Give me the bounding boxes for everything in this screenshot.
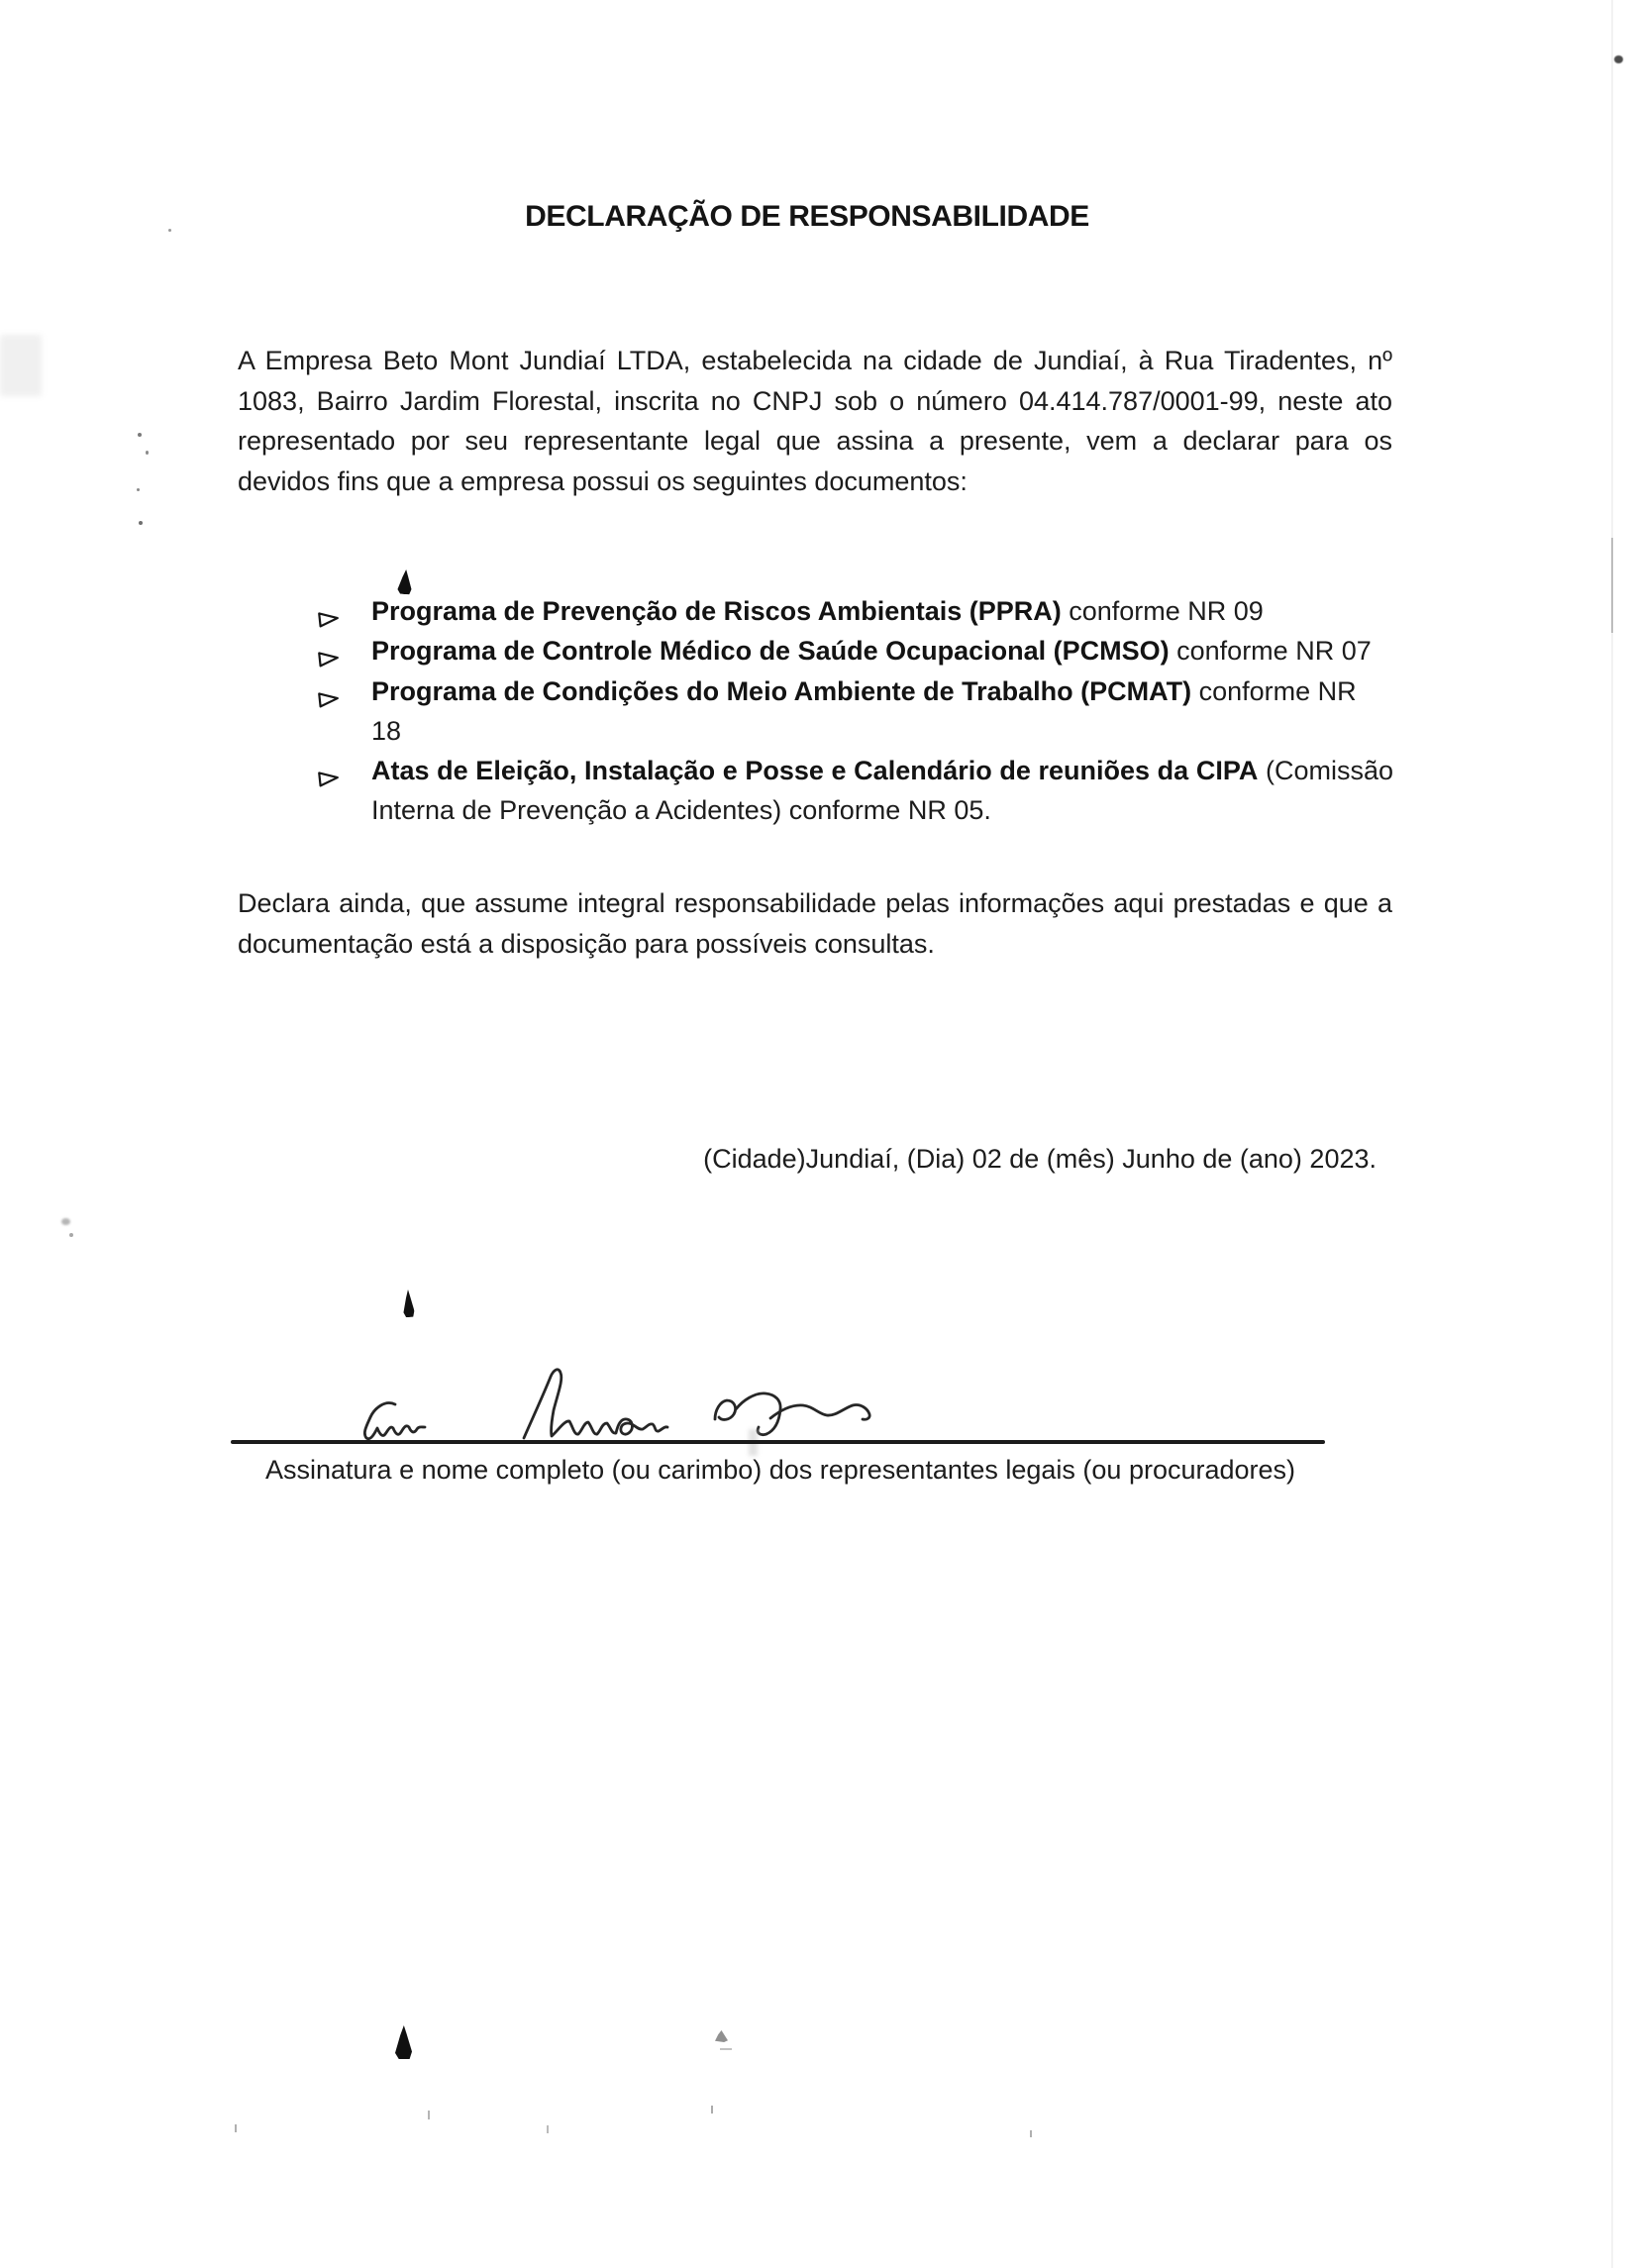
scan-speck — [168, 229, 171, 232]
paragraph-line: 1083, Bairro Jardim Florestal, inscrita no CNPJ sob o número 04.414.787/0001-99, neste ato — [238, 385, 1392, 416]
scan-speck — [1030, 2130, 1032, 2137]
arrow-bullet-icon — [315, 678, 343, 721]
scan-speck — [547, 2125, 549, 2133]
document-title: DECLARAÇÃO DE RESPONSABILIDADE — [525, 200, 1089, 233]
scan-speck — [711, 2106, 713, 2113]
list-item — [315, 671, 1393, 752]
scan-speck — [69, 1233, 73, 1237]
list-item-bold: Atas de Eleição, Instalação e Posse e Calendário de reuniões da CIPA — [371, 756, 1259, 786]
scan-smudge — [0, 335, 42, 396]
scan-speck — [235, 2124, 237, 2132]
scan-speck — [428, 2111, 430, 2119]
paragraph-line: A Empresa Beto Mont Jundiaí LTDA, estabelecida na cidade de Jundiaí, à Rua Tiradentes, nº — [238, 346, 1392, 375]
closing-paragraph — [238, 883, 1392, 964]
scan-speck — [1614, 55, 1623, 63]
signature-caption: Assinatura e nome completo (ou carimbo) dos representantes legais (ou procuradores) — [265, 1455, 1296, 1485]
paragraph-line: Declara ainda, que assume integral responsabilidade pelas informações aqui prestadas e que a — [238, 888, 1392, 918]
list-item — [315, 751, 1393, 831]
list-item-bold: Programa de Controle Médico de Saúde Ocupacional (PCMSO) — [371, 636, 1170, 667]
list-item-text — [371, 596, 1264, 626]
list-item — [315, 631, 1393, 670]
scan-speck — [61, 1218, 70, 1225]
list-item-rest: conforme NR 09 — [1061, 596, 1264, 626]
documents-list — [315, 591, 1393, 831]
list-item — [315, 591, 1393, 631]
ink-mark-faint — [715, 2030, 728, 2042]
list-item-text — [371, 751, 1393, 790]
list-item-bold: Programa de Prevenção de Riscos Ambientais (PPRA) — [371, 596, 1062, 626]
list-item-text — [371, 676, 1357, 746]
opening-paragraph — [238, 341, 1392, 501]
scan-speck — [720, 2048, 732, 2050]
list-item-rest: conforme NR 18 — [371, 675, 1357, 746]
paragraph-line: documentação está a disposição para possíveis consultas. — [238, 928, 935, 959]
list-item-rest: (Comissão — [1258, 756, 1393, 786]
list-item-rest: conforme NR 07 — [1169, 636, 1372, 667]
date-line: (Cidade)Jundiaí, (Dia) 02 de (mês) Junho de (ano) 2023. — [703, 1144, 1377, 1174]
scan-speck — [139, 521, 143, 525]
signature-line — [231, 1440, 1325, 1444]
scan-speck — [137, 488, 140, 491]
scan-edge-line — [1611, 0, 1613, 2268]
scan-speck — [138, 433, 142, 437]
scan-speck — [146, 451, 149, 455]
scan-edge-line-segment — [1611, 538, 1613, 633]
ink-mark — [402, 1289, 414, 1318]
paragraph-line: representado por seu representante legal que assina a presente, vem a declarar para os — [238, 426, 1392, 456]
arrow-bullet-icon — [315, 759, 343, 801]
list-item-text — [371, 636, 1372, 666]
list-item-text-line2: Interna de Prevenção a Acidentes) conforme NR 05. — [371, 795, 991, 826]
ink-mark — [395, 2025, 412, 2059]
paragraph-line: devidos fins que a empresa possui os seguintes documentos: — [238, 465, 968, 496]
handwritten-signature — [327, 1325, 921, 1454]
list-item-bold: Programa de Condições do Meio Ambiente de Trabalho (PCMAT) — [371, 675, 1192, 706]
